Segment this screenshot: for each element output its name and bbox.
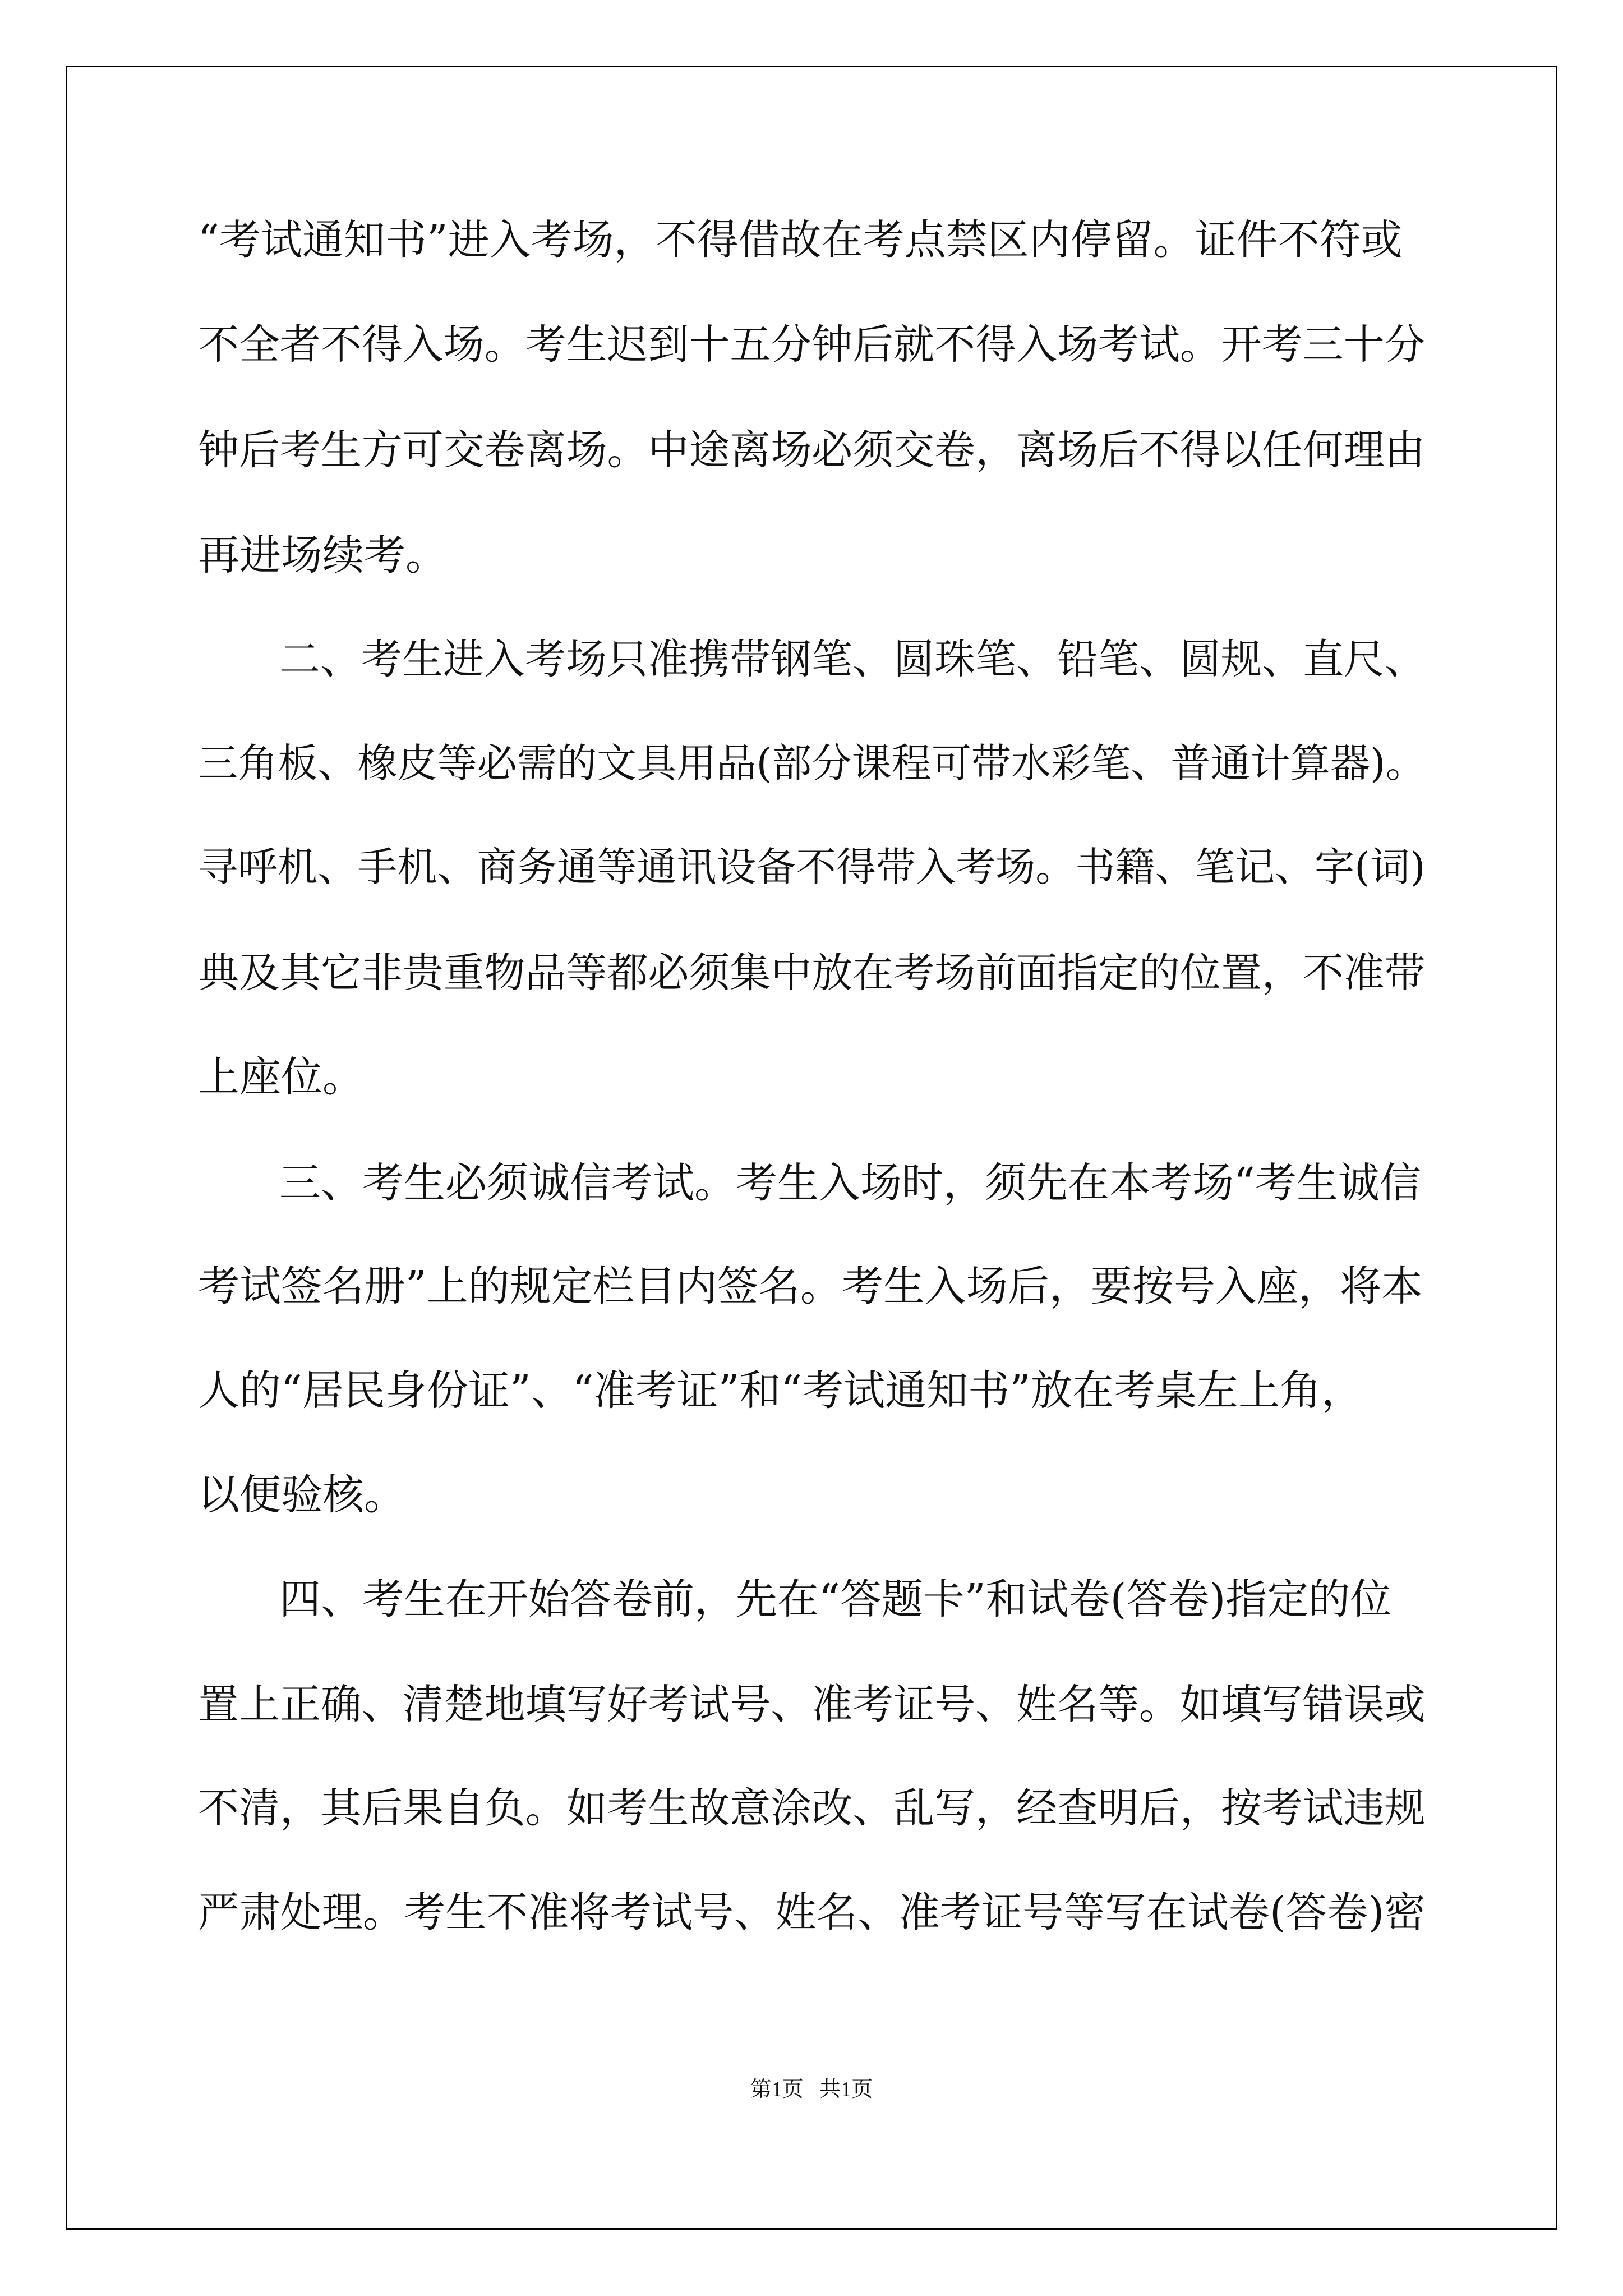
body-line: 典及其它非贵重物品等都必须集中放在考场前面指定的位置，不准带 xyxy=(198,949,1426,997)
page-number: 第1页 xyxy=(750,2078,804,2101)
paragraph-start-line: 四、考生在开始答卷前，先在“答题卡”和试卷(答卷)指定的位 xyxy=(279,1575,1392,1623)
paragraph-start-line: 二、考生进入考场只准携带钢笔、圆珠笔、铅笔、圆规、直尺、 xyxy=(279,636,1426,683)
body-line: 人的“居民身份证”、“准考证”和“考试通知书”放在考桌左上角， xyxy=(198,1366,1363,1415)
body-line: 三角板、橡皮等必需的文具用品(部分课程可带水彩笔、普通计算器)。 xyxy=(198,740,1426,786)
body-line: 再进场续考。 xyxy=(198,531,447,579)
body-line: 置上正确、清楚地填写好考试号、准考证号、姓名等。如填写错误或 xyxy=(198,1681,1426,1728)
body-line: 以便验核。 xyxy=(198,1471,405,1519)
body-line: 上座位。 xyxy=(198,1053,364,1101)
body-line: 严肃处理。考生不准将考试号、姓名、准考证号等写在试卷(答卷)密 xyxy=(198,1889,1426,1936)
body-line: 考试签名册”上的规定栏目内签名。考生入场后，要按号入座，将本 xyxy=(198,1262,1423,1310)
body-line: 不全者不得入场。考生迟到十五分钟后就不得入场考试。开考三十分 xyxy=(198,321,1426,369)
body-line: “考试通知书”进入考场，不得借故在考点禁区内停留。证件不符或 xyxy=(198,216,1403,264)
page-total: 共1页 xyxy=(819,2078,873,2101)
body-line: 寻呼机、手机、商务通等通讯设备不得带入考场。书籍、笔记、字(词) xyxy=(198,844,1426,890)
paragraph-start-line: 三、考生必须诚信考试。考生入场时，须先在本考场“考生诚信 xyxy=(279,1159,1421,1207)
body-line: 不清，其后果自负。如考生故意涂改、乱写，经查明后，按考试违规 xyxy=(198,1784,1426,1832)
body-line: 钟后考生方可交卷离场。中途离场必须交卷，离场后不得以任何理由 xyxy=(198,426,1426,474)
page-footer xyxy=(0,2076,1623,2104)
